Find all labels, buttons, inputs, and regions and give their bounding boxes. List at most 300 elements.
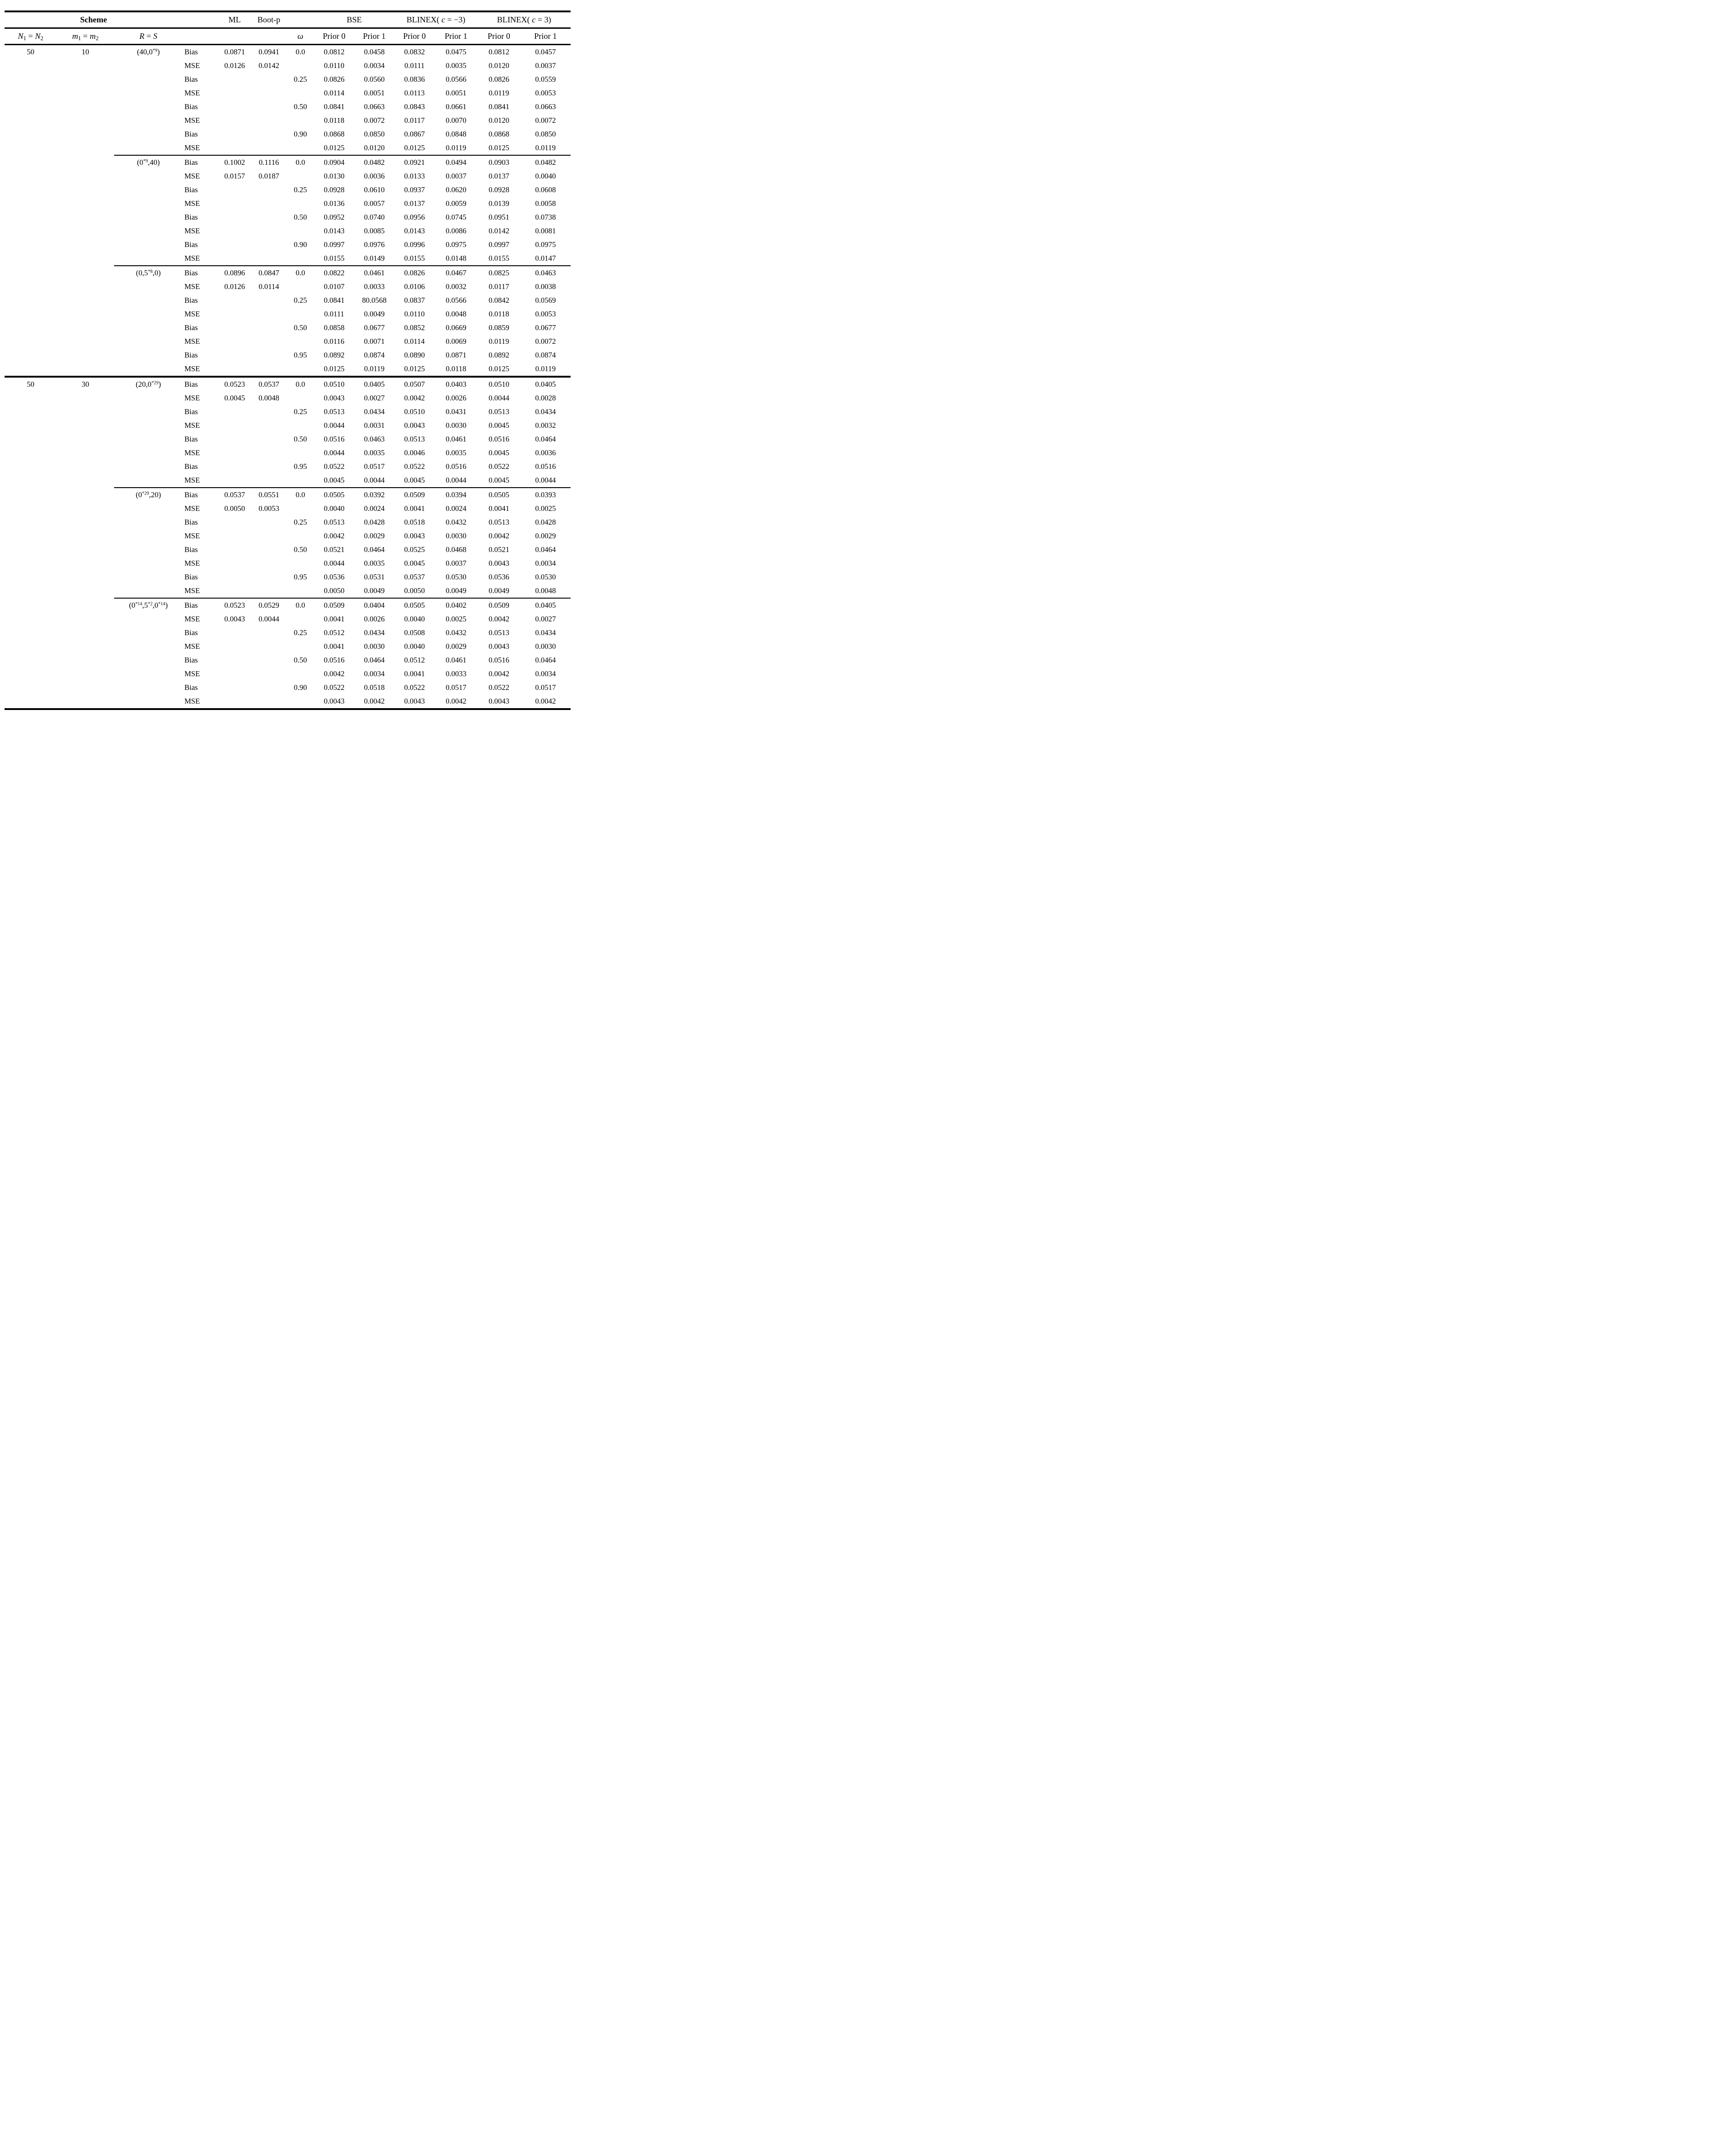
- cell-n: [5, 100, 57, 114]
- cell-blinex-neg-prior0: 0.0041: [404, 504, 425, 513]
- cell-blinex-pos-prior0: 0.0042: [488, 531, 509, 540]
- cell-scheme: [114, 529, 183, 543]
- cell-bse-prior1: 0.0049: [364, 310, 385, 318]
- cell-blinex-neg-prior0: 0.0040: [404, 615, 425, 623]
- cell-bootp: [251, 667, 287, 681]
- cell-blinex-neg-prior0: 0.0111: [404, 61, 425, 70]
- cell-ml: [218, 141, 251, 155]
- cell-bootp: [251, 405, 287, 419]
- cell-m: [57, 557, 114, 570]
- cell-omega: [287, 667, 314, 681]
- table-row: [5, 210, 571, 224]
- cell-omega: [287, 391, 314, 405]
- cell-bse-prior1: 0.0072: [364, 116, 385, 125]
- cell-scheme: [114, 694, 183, 709]
- cell-scheme: [114, 86, 183, 100]
- cell-stat-label: Bias: [184, 683, 198, 692]
- cell-blinex-neg-prior1: 0.0661: [446, 102, 467, 111]
- cell-omega: 0.0: [295, 47, 305, 56]
- cell-ml: [218, 694, 251, 709]
- cell-bse-prior1: 0.0976: [364, 240, 385, 249]
- cell-blinex-pos-prior1: 0.0874: [535, 351, 556, 359]
- cell-m: [57, 321, 114, 335]
- cell-scheme: [114, 197, 183, 210]
- cell-blinex-neg-prior0: 0.0512: [404, 656, 425, 664]
- cell-n: [5, 667, 57, 681]
- cell-blinex-pos-prior1: 0.0405: [520, 598, 571, 612]
- cell-stat-label: Bias: [184, 240, 198, 249]
- cell-bse-prior0: 0.0118: [324, 116, 345, 125]
- cell-blinex-pos-prior1: 0.0434: [535, 407, 556, 416]
- cell-blinex-pos-prior0: 0.0516: [488, 656, 509, 664]
- cell-n: [5, 473, 57, 488]
- cell-blinex-pos-prior0: 0.0118: [488, 310, 509, 318]
- cell-blinex-pos-prior1: 0.0042: [535, 697, 556, 705]
- table-row: [5, 307, 571, 321]
- cell-bootp: [251, 127, 287, 141]
- cell-scheme: (0$^{*9}$,40): [114, 155, 183, 169]
- cell-bse-prior1: 0.0482: [354, 155, 394, 169]
- cell-bse-prior0: 0.0509: [314, 598, 354, 612]
- cell-scheme: [114, 210, 183, 224]
- header-blneg-prior1: Prior 1: [435, 28, 477, 45]
- cell-scheme: (0$^{*14}$,5$^{*2}$,0$^{*14}$): [114, 598, 183, 612]
- cell-bootp: 0.0941: [258, 47, 279, 56]
- cell-ml: [218, 114, 251, 127]
- cell-blinex-neg-prior0: 0.0996: [404, 240, 425, 249]
- cell-m: [57, 348, 114, 362]
- cell-blinex-pos-prior1: 0.0434: [535, 628, 556, 637]
- cell-bse-prior0: 0.0510: [314, 377, 354, 391]
- cell-blinex-pos-prior1: 0.0032: [535, 421, 556, 430]
- cell-blinex-neg-prior1: 0.0044: [446, 476, 467, 484]
- header-blpos-prior0: Prior 0: [477, 28, 520, 45]
- cell-omega: 0.25: [294, 75, 307, 84]
- cell-omega: [287, 694, 314, 709]
- cell-blinex-neg-prior1: 0.0566: [446, 75, 467, 84]
- cell-stat-label: MSE: [184, 89, 200, 97]
- header-omega: ω: [287, 28, 314, 45]
- cell-bootp: [251, 73, 287, 86]
- cell-ml: [218, 294, 251, 307]
- cell-blinex-pos-prior0: 0.0119: [488, 337, 509, 346]
- cell-ml: [218, 335, 251, 348]
- cell-m: [57, 294, 114, 307]
- cell-ml: [218, 419, 251, 432]
- cell-blinex-pos-prior0: 0.0117: [488, 282, 509, 291]
- table-row: [5, 321, 571, 335]
- cell-blinex-pos-prior1: 0.0393: [520, 488, 571, 502]
- cell-stat-label: MSE: [184, 282, 200, 291]
- cell-stat-label: Bias: [184, 545, 198, 554]
- cell-blinex-neg-prior1: 0.0475: [446, 47, 467, 56]
- cell-bse-prior1: 0.0085: [364, 226, 385, 235]
- cell-scheme: [114, 667, 183, 681]
- table-row: [5, 391, 571, 405]
- header-row-2: [5, 28, 571, 45]
- cell-blinex-pos-prior1: 0.0053: [535, 310, 556, 318]
- cell-bse-prior1: 0.0434: [364, 407, 385, 416]
- cell-blinex-pos-prior0: 0.0510: [477, 377, 520, 391]
- cell-scheme: [114, 348, 183, 362]
- cell-stat-label: Bias: [184, 185, 198, 194]
- cell-scheme: [114, 612, 183, 626]
- cell-blinex-neg-prior1: 0.0025: [446, 615, 467, 623]
- cell-blinex-neg-prior0: 0.0110: [404, 310, 425, 318]
- cell-scheme: [114, 335, 183, 348]
- cell-n: [5, 169, 57, 183]
- cell-stat-label: MSE: [184, 586, 200, 595]
- cell-ml: [218, 183, 251, 197]
- cell-ml: [218, 100, 251, 114]
- cell-ml: [218, 653, 251, 667]
- cell-ml: 0.0126: [224, 61, 245, 70]
- cell-stat-label: Bias: [184, 407, 198, 416]
- cell-blinex-pos-prior1: 0.0072: [535, 337, 556, 346]
- cell-blinex-pos-prior0: 0.0137: [488, 172, 509, 180]
- cell-blinex-pos-prior1: 0.0044: [535, 476, 556, 484]
- cell-ml: [218, 515, 251, 529]
- cell-blinex-pos-prior0: 0.0045: [488, 421, 509, 430]
- cell-blinex-neg-prior0: 0.0106: [404, 282, 425, 291]
- cell-bse-prior0: 0.0521: [324, 545, 345, 554]
- table-row: [5, 515, 571, 529]
- cell-blinex-neg-prior1: 0.0620: [446, 185, 467, 194]
- header-bse: BSE: [314, 11, 394, 28]
- cell-stat-label: Bias: [184, 435, 198, 443]
- cell-blinex-neg-prior1: 0.0745: [446, 213, 467, 221]
- cell-omega: [287, 114, 314, 127]
- cell-bse-prior0: 0.0125: [324, 364, 345, 373]
- cell-omega: 0.95: [294, 351, 307, 359]
- cell-ml: 0.0537: [218, 488, 251, 502]
- cell-blinex-neg-prior1: 0.0461: [446, 656, 467, 664]
- cell-blinex-neg-prior1: 0.0035: [446, 448, 467, 457]
- cell-n: [5, 307, 57, 321]
- cell-bootp: [251, 252, 287, 266]
- cell-omega: 0.0: [287, 488, 314, 502]
- cell-blinex-neg-prior1: 0.0461: [446, 435, 467, 443]
- table-row: [5, 419, 571, 432]
- cell-m: [57, 405, 114, 419]
- cell-blinex-neg-prior0: 0.0043: [404, 421, 425, 430]
- cell-m: [57, 419, 114, 432]
- cell-scheme: [114, 653, 183, 667]
- cell-n: [5, 224, 57, 238]
- cell-blinex-pos-prior1: 0.0119: [535, 364, 556, 373]
- cell-blinex-pos-prior0: 0.0042: [488, 615, 509, 623]
- cell-bse-prior1: 0.0149: [364, 254, 385, 263]
- cell-bse-prior0: 0.0114: [324, 89, 345, 97]
- cell-n: [5, 419, 57, 432]
- cell-blinex-pos-prior0: 0.0892: [488, 351, 509, 359]
- cell-omega: 0.95: [294, 462, 307, 471]
- cell-ml: [218, 307, 251, 321]
- cell-blinex-neg-prior1: 0.0530: [446, 573, 467, 581]
- cell-n: [5, 391, 57, 405]
- cell-bse-prior0: 0.0041: [324, 642, 345, 651]
- cell-ml: [218, 405, 251, 419]
- cell-bse-prior0: 0.0513: [324, 407, 345, 416]
- cell-omega: [287, 529, 314, 543]
- cell-bse-prior0: 0.0042: [324, 669, 345, 678]
- header-n: $N_1 = N_2$: [5, 28, 57, 45]
- cell-bootp: 0.0114: [258, 282, 279, 291]
- cell-blinex-pos-prior1: 0.0072: [535, 116, 556, 125]
- cell-blinex-neg-prior0: 0.0956: [404, 213, 425, 221]
- table-row: [5, 127, 571, 141]
- cell-blinex-neg-prior0: 0.0041: [404, 669, 425, 678]
- cell-bse-prior1: 0.0518: [364, 683, 385, 692]
- cell-bse-prior1: 0.0610: [364, 185, 385, 194]
- cell-bse-prior1: 0.0677: [364, 323, 385, 332]
- cell-bse-prior0: 0.0107: [324, 282, 345, 291]
- cell-omega: [287, 612, 314, 626]
- cell-stat-label: MSE: [184, 394, 200, 402]
- cell-n: 50: [5, 377, 57, 391]
- cell-omega: [287, 362, 314, 377]
- cell-n: [5, 73, 57, 86]
- cell-scheme: [114, 570, 183, 584]
- cell-blinex-neg-prior0: 0.0522: [404, 462, 425, 471]
- cell-bse-prior0: 0.0522: [324, 462, 345, 471]
- cell-m: [57, 86, 114, 100]
- cell-stat-label: Bias: [184, 47, 198, 56]
- cell-stat-label: MSE: [184, 448, 200, 457]
- cell-scheme: [114, 169, 183, 183]
- cell-stat-label: Bias: [184, 102, 198, 111]
- cell-omega: 0.0: [287, 155, 314, 169]
- cell-stat-label: MSE: [184, 310, 200, 318]
- table-row: [5, 681, 571, 694]
- table-body: [5, 45, 571, 710]
- cell-ml: 0.0045: [224, 394, 245, 402]
- table-row: [5, 377, 571, 391]
- cell-omega: [287, 59, 314, 73]
- cell-blinex-pos-prior0: 0.0042: [488, 669, 509, 678]
- table-row: [5, 694, 571, 709]
- cell-omega: 0.50: [294, 102, 307, 111]
- header-blinex-neg: BLINEX( c = −3): [394, 11, 477, 28]
- cell-stat-label: Bias: [183, 488, 218, 502]
- cell-ml: [218, 640, 251, 653]
- cell-blinex-neg-prior0: 0.0050: [404, 586, 425, 595]
- cell-n: [5, 584, 57, 598]
- cell-blinex-pos-prior1: 0.0482: [520, 155, 571, 169]
- cell-bse-prior1: 0.0029: [364, 531, 385, 540]
- cell-scheme: [114, 446, 183, 460]
- cell-bse-prior0: 0.0111: [324, 310, 345, 318]
- header-blpos-prior1: Prior 1: [520, 28, 571, 45]
- cell-blinex-neg-prior1: 0.0059: [446, 199, 467, 208]
- cell-m: [57, 584, 114, 598]
- table-row: [5, 86, 571, 100]
- table-row: [5, 294, 571, 307]
- cell-n: [5, 266, 57, 280]
- cell-bse-prior1: 0.0035: [364, 559, 385, 568]
- cell-n: [5, 210, 57, 224]
- header-scheme: Scheme: [5, 11, 183, 28]
- cell-blinex-pos-prior1: 0.0677: [535, 323, 556, 332]
- cell-bse-prior0: 0.0858: [324, 323, 345, 332]
- cell-blinex-neg-prior0: 0.0525: [404, 545, 425, 554]
- cell-blinex-pos-prior0: 0.0120: [488, 61, 509, 70]
- cell-bootp: [251, 432, 287, 446]
- cell-bse-prior1: 0.0051: [364, 89, 385, 97]
- cell-blinex-neg-prior1: 0.0467: [435, 266, 477, 280]
- cell-n: [5, 280, 57, 294]
- cell-blinex-pos-prior0: 0.0119: [488, 89, 509, 97]
- cell-blinex-pos-prior0: 0.0120: [488, 116, 509, 125]
- cell-scheme: [114, 141, 183, 155]
- cell-bootp: [251, 210, 287, 224]
- cell-blinex-pos-prior0: 0.0509: [477, 598, 520, 612]
- cell-blinex-neg-prior0: 0.0143: [404, 226, 425, 235]
- cell-bse-prior1: 80.0568: [362, 296, 387, 305]
- cell-n: [5, 197, 57, 210]
- cell-blinex-neg-prior1: 0.0119: [446, 143, 467, 152]
- cell-blinex-neg-prior1: 0.0669: [446, 323, 467, 332]
- cell-m: [57, 640, 114, 653]
- cell-omega: [287, 446, 314, 460]
- cell-stat-label: Bias: [184, 462, 198, 471]
- cell-bse-prior0: 0.0505: [314, 488, 354, 502]
- header-bootp: Boot-p: [251, 11, 287, 28]
- cell-bse-prior1: 0.0874: [364, 351, 385, 359]
- cell-blinex-pos-prior1: 0.0464: [535, 545, 556, 554]
- cell-bse-prior1: 0.0071: [364, 337, 385, 346]
- cell-m: [57, 432, 114, 446]
- cell-omega: 0.0: [287, 598, 314, 612]
- cell-blinex-neg-prior0: 0.0832: [404, 47, 425, 56]
- cell-n: [5, 86, 57, 100]
- cell-bse-prior0: 0.0125: [324, 143, 345, 152]
- cell-omega: 0.50: [294, 435, 307, 443]
- cell-bootp: [251, 570, 287, 584]
- cell-m: [57, 266, 114, 280]
- cell-scheme: [114, 362, 183, 377]
- cell-bse-prior1: 0.0049: [364, 586, 385, 595]
- cell-stat-label: Bias: [184, 75, 198, 84]
- cell-scheme: [114, 252, 183, 266]
- cell-blinex-pos-prior0: 0.0139: [488, 199, 509, 208]
- cell-n: [5, 612, 57, 626]
- cell-n: [5, 570, 57, 584]
- cell-n: [5, 640, 57, 653]
- cell-blinex-pos-prior1: 0.0516: [535, 462, 556, 471]
- cell-m: [57, 127, 114, 141]
- cell-omega: [287, 169, 314, 183]
- cell-bse-prior0: 0.0043: [324, 394, 345, 402]
- cell-m: [57, 73, 114, 86]
- cell-blinex-neg-prior0: 0.0518: [404, 518, 425, 526]
- cell-n: [5, 141, 57, 155]
- header-bse-prior0: Prior 0: [314, 28, 354, 45]
- cell-omega: [287, 502, 314, 515]
- cell-blinex-neg-prior0: 0.0937: [404, 185, 425, 194]
- table-row: [5, 557, 571, 570]
- cell-blinex-neg-prior0: 0.0045: [404, 559, 425, 568]
- table-row: [5, 488, 571, 502]
- cell-ml: [218, 681, 251, 694]
- cell-blinex-neg-prior0: 0.0137: [404, 199, 425, 208]
- cell-blinex-neg-prior1: 0.0030: [446, 531, 467, 540]
- cell-bse-prior0: 0.0512: [324, 628, 345, 637]
- cell-bse-prior0: 0.0516: [324, 435, 345, 443]
- cell-scheme: [114, 640, 183, 653]
- cell-m: 10: [81, 47, 89, 56]
- table-row: [5, 183, 571, 197]
- cell-bootp: [251, 362, 287, 377]
- table-row: [5, 612, 571, 626]
- cell-bootp: [251, 626, 287, 640]
- cell-bootp: 0.0142: [258, 61, 279, 70]
- cell-stat-label: Bias: [184, 518, 198, 526]
- cell-bse-prior0: 0.0868: [324, 130, 345, 138]
- cell-m: [57, 252, 114, 266]
- cell-m: [57, 210, 114, 224]
- cell-bse-prior1: 0.0034: [364, 61, 385, 70]
- table-row: [5, 529, 571, 543]
- cell-stat-label: MSE: [184, 476, 200, 484]
- cell-bootp: [251, 238, 287, 252]
- cell-blinex-neg-prior0: 0.0505: [394, 598, 435, 612]
- cell-bse-prior1: 0.0434: [364, 628, 385, 637]
- cell-bse-prior0: 0.0892: [324, 351, 345, 359]
- cell-m: [57, 155, 114, 169]
- cell-blinex-neg-prior1: 0.0494: [435, 155, 477, 169]
- cell-m: [57, 362, 114, 377]
- cell-omega: 0.25: [294, 407, 307, 416]
- cell-blinex-pos-prior1: 0.0147: [535, 254, 556, 263]
- table-row: [5, 598, 571, 612]
- cell-bse-prior1: 0.0740: [364, 213, 385, 221]
- cell-n: [5, 335, 57, 348]
- cell-stat-label: MSE: [184, 61, 200, 70]
- cell-omega: 0.90: [294, 683, 307, 692]
- table-row: [5, 502, 571, 515]
- cell-bse-prior1: 0.0030: [364, 642, 385, 651]
- cell-bootp: [251, 460, 287, 473]
- cell-blinex-neg-prior1: 0.0394: [435, 488, 477, 502]
- cell-blinex-neg-prior0: 0.0125: [404, 143, 425, 152]
- cell-n: [5, 626, 57, 640]
- table-row: [5, 197, 571, 210]
- cell-blinex-neg-prior0: 0.0826: [394, 266, 435, 280]
- cell-bse-prior1: 0.0024: [364, 504, 385, 513]
- cell-omega: [287, 280, 314, 294]
- cell-stat-label: MSE: [184, 697, 200, 705]
- table-row: [5, 266, 571, 280]
- cell-blinex-pos-prior1: 0.0027: [535, 615, 556, 623]
- cell-bootp: [251, 100, 287, 114]
- cell-omega: 0.50: [294, 323, 307, 332]
- cell-omega: 0.50: [294, 213, 307, 221]
- cell-bse-prior0: 0.0040: [324, 504, 345, 513]
- cell-scheme: [114, 114, 183, 127]
- cell-bse-prior1: 0.0026: [364, 615, 385, 623]
- cell-bootp: [251, 694, 287, 709]
- cell-scheme: [114, 127, 183, 141]
- cell-ml: [218, 348, 251, 362]
- cell-bse-prior0: 0.0044: [324, 448, 345, 457]
- cell-ml: [218, 197, 251, 210]
- cell-ml: [218, 210, 251, 224]
- cell-ml: 0.0523: [218, 377, 251, 391]
- cell-n: [5, 405, 57, 419]
- cell-stat-label: MSE: [184, 615, 200, 623]
- cell-omega: 0.90: [294, 240, 307, 249]
